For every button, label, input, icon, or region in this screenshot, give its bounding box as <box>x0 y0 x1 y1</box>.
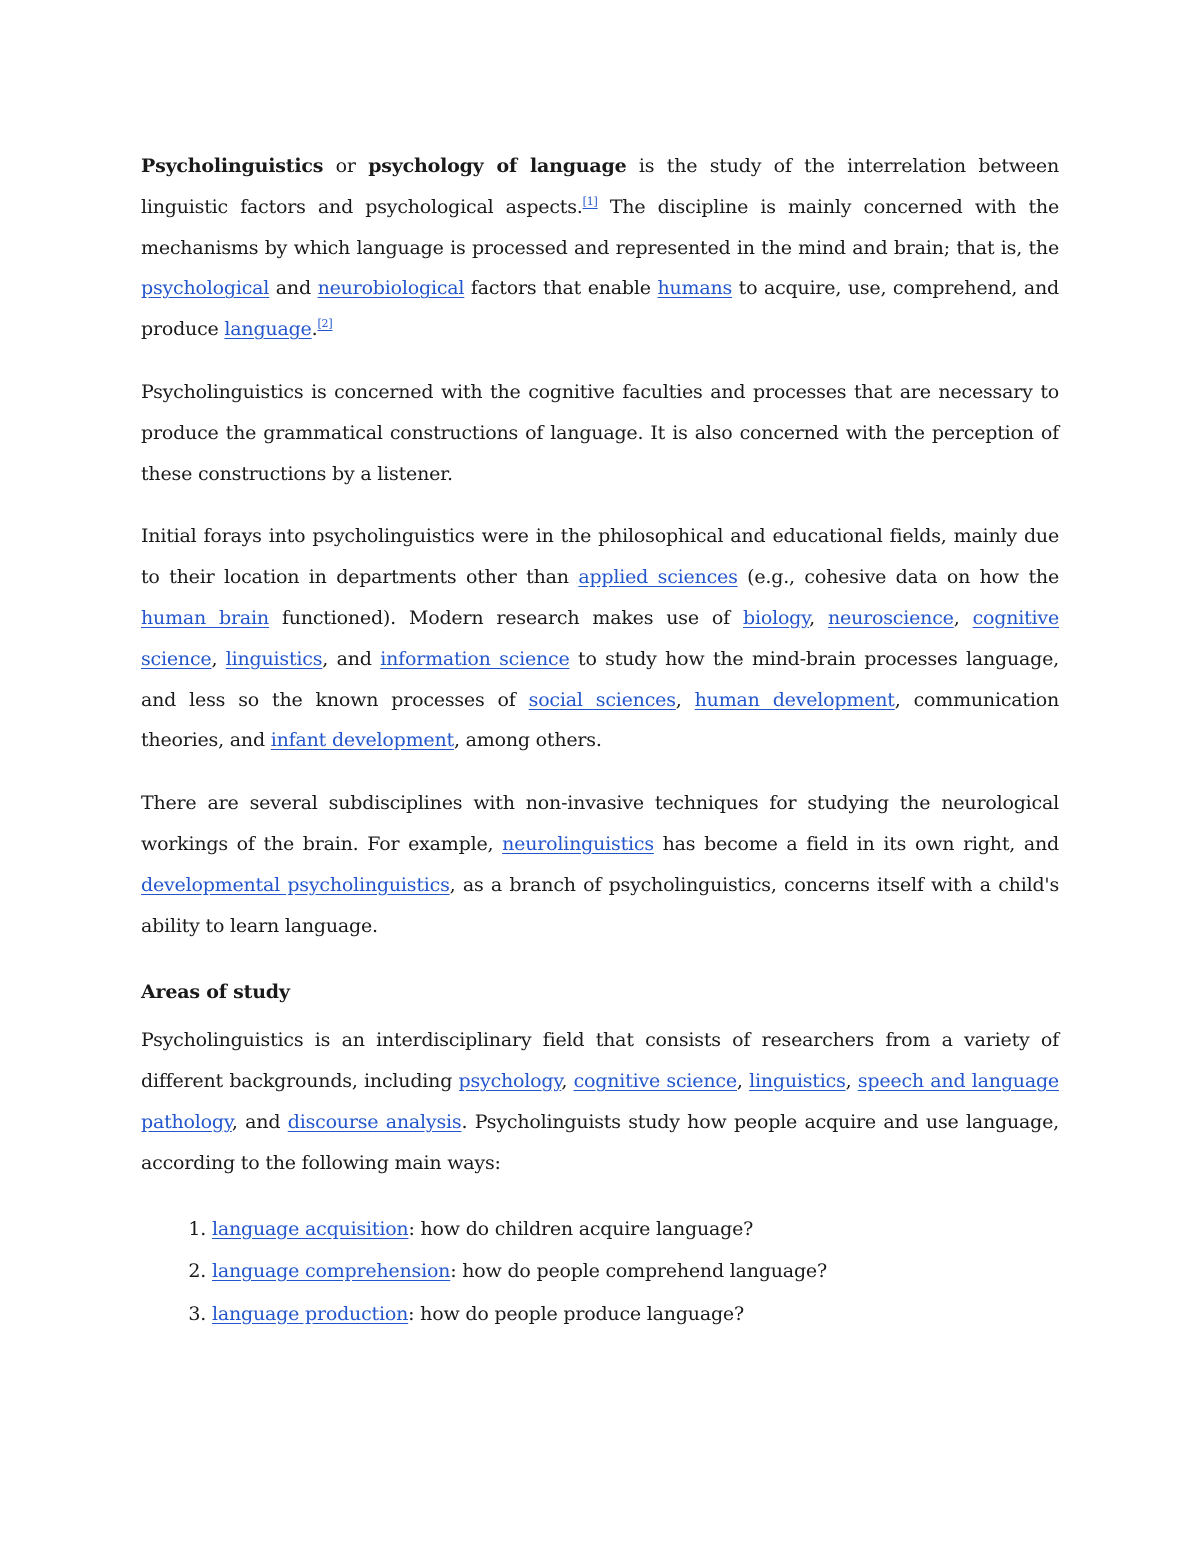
link-linguistics-2[interactable]: linguistics <box>749 1070 846 1093</box>
term-psycholinguistics: Psycholinguistics <box>141 155 324 177</box>
text-run: , <box>675 688 695 711</box>
link-speech-language-pathology[interactable]: speech and language pathology <box>141 1070 1059 1133</box>
link-language-comprehension[interactable]: language comprehension <box>212 1260 451 1283</box>
link-cognitive-science[interactable]: cognitive science <box>141 606 1060 670</box>
text-run: to acquire, use, comprehend, and produce <box>141 277 1059 341</box>
text-run: functioned). Modern research makes use of <box>268 606 743 629</box>
text-run: has become a field in its own right, and <box>653 832 1059 855</box>
text-run: (e.g., cohesive data on how the <box>737 566 1059 589</box>
link-information-science[interactable]: information science <box>380 647 570 670</box>
link-language[interactable]: language <box>224 318 312 341</box>
link-social-sciences[interactable]: social sciences <box>528 688 676 711</box>
main-ways-list <box>141 1208 1059 1336</box>
link-language-production[interactable]: language production <box>212 1302 409 1325</box>
link-psychology[interactable]: psychology <box>458 1070 562 1093</box>
link-psychological[interactable]: psychological <box>141 277 270 300</box>
link-language-acquisition[interactable]: language acquisition <box>212 1217 409 1240</box>
text-run: There are several subdisciplines with non-invasive techniques for studying the neurological workings of the brain. For example, <box>141 792 1059 855</box>
text-run: Psycholinguistics is an interdisciplinary field that consists of researchers from a variety of different backgrounds, including <box>141 1029 1059 1093</box>
areas-paragraph <box>141 1020 1059 1183</box>
document-page <box>141 146 1059 1335</box>
text-run: , <box>953 606 973 629</box>
text-run: or <box>323 155 369 177</box>
link-linguistics[interactable]: linguistics <box>225 647 323 670</box>
link-human-brain[interactable]: human brain <box>141 606 269 629</box>
link-neurobiological[interactable]: neurobiological <box>317 277 465 300</box>
list-item <box>212 1293 1059 1336</box>
text-run: to study how the mind-brain processes language, and less so the known processes of <box>141 647 1059 711</box>
link-human-development[interactable]: human development <box>694 688 895 711</box>
list-item <box>212 1250 1059 1293</box>
link-biology[interactable]: biology <box>742 606 810 629</box>
link-discourse-analysis[interactable]: discourse analysis <box>287 1110 462 1133</box>
link-neuroscience[interactable]: neuroscience <box>828 606 954 629</box>
history-paragraph <box>141 516 1059 761</box>
list-item-text: : how do children acquire language? <box>408 1217 754 1240</box>
link-applied-sciences[interactable]: applied sciences <box>578 566 738 589</box>
text-run: , communication theories, and <box>141 688 1060 752</box>
link-cognitive-science-2[interactable]: cognitive science <box>573 1070 737 1093</box>
text-run: , <box>809 606 829 629</box>
intro-paragraph <box>141 146 1059 350</box>
section-heading: Areas of study <box>141 981 290 1004</box>
link-infant-development[interactable]: infant development <box>270 729 454 752</box>
term-psychology-of-language: psychology of language <box>368 155 627 177</box>
text-run: The discipline is mainly concerned with the mechanisms by which language is processed and represented in the mind and brain; that is, the <box>141 195 1059 259</box>
text-run: , <box>736 1070 750 1093</box>
text-run: and <box>269 277 318 300</box>
text-run: is the study of the interrelation between linguistic factors and psychological aspects. <box>141 155 1059 218</box>
link-developmental-psycholinguistics[interactable]: developmental psycholinguistics <box>141 873 450 896</box>
cognitive-paragraph: Psycholinguistics is concerned with the cognitive faculties and processes that are necessary to produce the grammatical constructions of language. It is also concerned with the perception of these constructions by a listener. <box>141 380 1059 485</box>
text-run: , as a branch of psycholinguistics, concerns itself with a child's ability to learn language. <box>141 873 1060 937</box>
list-item-text: : how do people comprehend language? <box>450 1260 827 1283</box>
text-run: , <box>845 1070 858 1093</box>
list-item-text: : how do people produce language? <box>408 1302 744 1325</box>
list-item <box>212 1208 1059 1251</box>
link-neurolinguistics[interactable]: neurolinguistics <box>502 832 654 855</box>
subdisciplines-paragraph <box>141 783 1059 946</box>
citation-link-2[interactable]: [2] <box>317 317 333 331</box>
link-humans[interactable]: humans <box>657 277 733 300</box>
text-run: . <box>311 318 318 341</box>
text-run: , among others. <box>453 729 602 752</box>
text-run: factors that enable <box>464 277 658 300</box>
text-run: , and <box>231 1110 288 1133</box>
text-run: , <box>561 1070 574 1093</box>
text-run: . Psycholinguists study how people acquire and use language, according to the following main ways: <box>141 1110 1059 1174</box>
text-run: , and <box>322 647 381 670</box>
text-run: Initial forays into psycholinguistics were in the philosophical and educational fields, mainly due to their location in departments other than <box>141 525 1059 589</box>
citation-link-1[interactable]: [1] <box>582 194 598 208</box>
text-run: , <box>211 647 226 670</box>
